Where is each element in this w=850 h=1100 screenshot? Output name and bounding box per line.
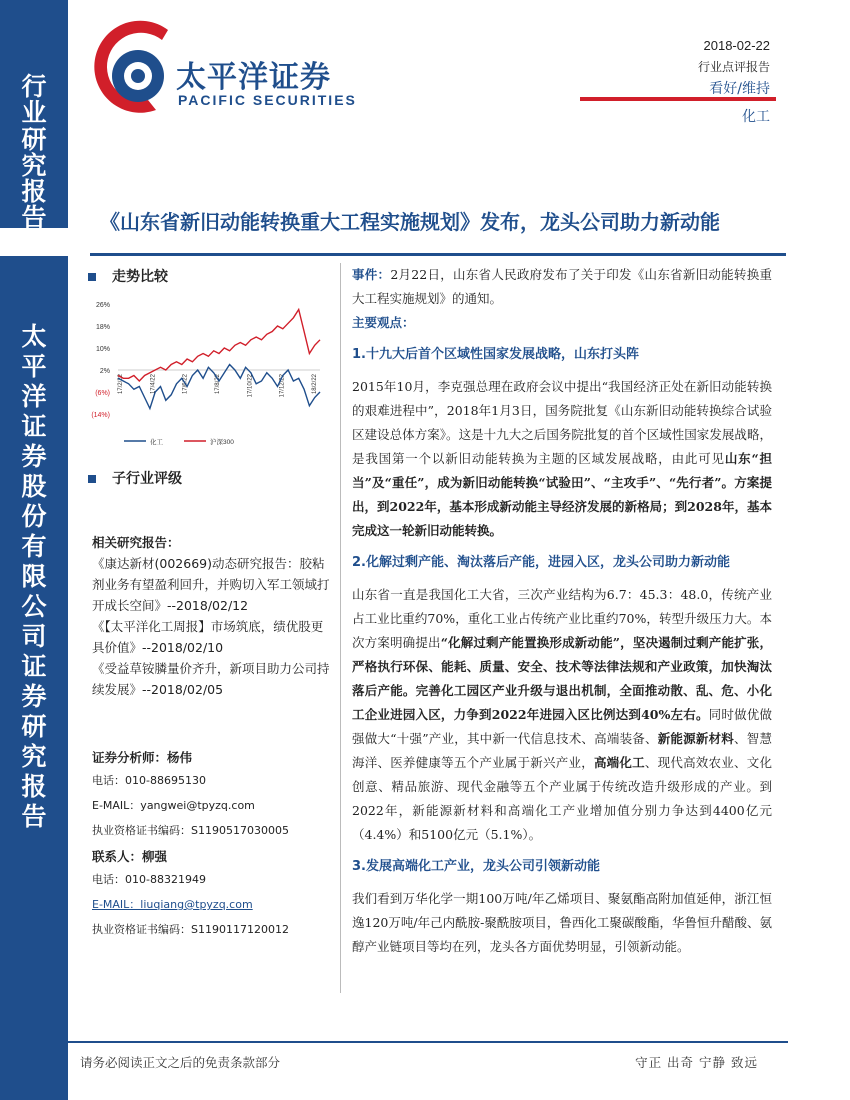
footer-disclaimer: 请务必阅读正文之后的免责条款部分 <box>80 1055 281 1070</box>
x-tick-label: 17/12/22 <box>279 374 286 398</box>
analyst-cert: 执业资格证书编码：S1190517030005 <box>92 824 289 837</box>
trend-chart <box>88 296 328 450</box>
views-label: 主要观点： <box>352 315 415 330</box>
footer-rule <box>68 1041 788 1043</box>
related-report-item: 《康达新材(002669)动态研究报告：胶粘剂业务有望盈利回升，并购切入军工领域打开成长空间》--2018/02/12 <box>92 556 330 613</box>
section-heading-3: 3.发展高端化工产业，龙头公司引领新动能 <box>352 859 600 874</box>
section-1-text: 2015年10月，李克强总理在政府会议中提出“我国经济正处在新旧动能转换的艰难进程中”，2018年1月3日，国务院批复《山东新旧动能转换综合试验区建设总体方案》。这是十九大之后国务院批复的首个区域性国家发展战略，是我国第一个以新旧动能转换为主题的区域发展战略，由此可见 <box>352 379 772 466</box>
contact-phone: 电话：010-88321949 <box>92 873 206 886</box>
sidebar-company-char: 太 <box>21 322 47 351</box>
contact-cert: 执业资格证书编码：S1190117120012 <box>92 923 289 936</box>
related-heading: 相关研究报告： <box>92 535 180 550</box>
sidebar-company-char: 研 <box>21 712 47 741</box>
section-2-text-b: 同时做优做强做大“十强”产业，其中新一代信息技术、高端装备、 <box>352 707 772 746</box>
report-date: 2018-02-22 <box>703 38 770 53</box>
y-tick-label: (14%) <box>91 412 110 419</box>
y-tick-label: 26% <box>95 302 110 309</box>
section-1-paragraph <box>352 375 772 543</box>
sidebar-company-char: 有 <box>21 532 47 561</box>
logo-blue-dot <box>131 69 145 83</box>
sidebar-company-char: 券 <box>21 442 47 471</box>
report-title: 《山东省新旧动能转换重大工程实施规划》发布，龙头公司助力新动能 <box>100 210 720 234</box>
sub-rating-heading-text: 子行业评级 <box>112 471 182 487</box>
header-red-rule <box>580 97 776 101</box>
x-tick-label: 17/4/22 <box>150 374 157 395</box>
section-2-bold-b: 新能源新材料 <box>657 731 735 746</box>
related-reports <box>92 532 330 700</box>
section-heading-1: 1.十九大后首个区域性国家发展战略，山东打头阵 <box>352 347 639 362</box>
column-divider <box>340 263 341 993</box>
sidebar-category-char: 报 <box>21 177 47 206</box>
left-sidebar <box>0 0 68 1100</box>
section-2-bold-c: 高端化工 <box>593 755 645 770</box>
contact-email[interactable]: E-MAIL：liuqiang@tpyzq.com <box>92 898 253 911</box>
y-tick-label: 18% <box>95 324 110 331</box>
bullet-square-icon <box>88 273 96 281</box>
analyst-phone: 电话：010-88695130 <box>92 774 206 787</box>
report-type: 行业点评报告 <box>697 60 770 74</box>
sidebar-company-char: 究 <box>21 742 47 771</box>
legend-label: 化工 <box>150 439 163 446</box>
section-1-bold: 山东“担当”及“重任”，成为新旧动能转换“试验田”、“主攻手”、“先行者”。方案提出，到2022年，基本形成新动能主导经济发展的新格局；到2028年，基本完成这一轮新旧动能转换。 <box>352 451 772 538</box>
sidebar-company-char: 券 <box>21 682 47 711</box>
sidebar-company-char: 司 <box>21 622 47 651</box>
sidebar-category-char: 告 <box>21 203 47 233</box>
sidebar-company-char: 股 <box>21 472 47 501</box>
title-rule <box>90 253 786 256</box>
industry-rating: 看好/维持 <box>709 81 770 97</box>
logo-english-name: PACIFIC SECURITIES <box>178 92 357 108</box>
logo-chinese-name: 太平洋证券 <box>176 60 331 95</box>
sidebar-company-char: 份 <box>21 502 47 531</box>
analyst-email[interactable]: E-MAIL：yangwei@tpyzq.com <box>92 799 255 812</box>
section-heading-2: 2.化解过剩产能、淘汰落后产能，进园入区，龙头公司助力新动能 <box>352 555 730 570</box>
sidebar-category-label <box>0 74 68 232</box>
sidebar-company-label <box>0 322 68 832</box>
sidebar-company-char: 平 <box>21 352 47 381</box>
sidebar-category-char: 业 <box>21 98 47 128</box>
y-tick-label: (6%) <box>95 390 110 397</box>
contact-name: 联系人：柳强 <box>92 849 168 864</box>
y-tick-label: 2% <box>99 368 110 375</box>
sub-rating-section-heading <box>88 468 182 488</box>
main-body <box>352 263 772 959</box>
related-report-item: 《【太平洋化工周报】市场筑底，绩优股更具价值》--2018/02/10 <box>92 619 324 655</box>
x-tick-label: 18/2/22 <box>312 374 318 395</box>
x-tick-label: 17/8/22 <box>215 374 221 395</box>
event-paragraph <box>352 263 772 311</box>
sidebar-company-char: 报 <box>21 772 47 801</box>
section-3-paragraph: 我们看到万华化学一期100万吨/年乙烯项目、聚氨酯高附加值延伸，浙江恒逸120万吨/年己内酰胺-聚酰胺项目，鲁西化工聚碳酸酯，华鲁恒升醋酸、氨醇产业链项目等均在列，龙头各方面优势明显，引领新动能。 <box>352 891 772 954</box>
sidebar-company-char: 证 <box>21 412 47 441</box>
sidebar-company-char: 限 <box>21 562 47 591</box>
x-tick-label: 17/2/22 <box>118 374 124 395</box>
related-report-item: 《受益草铵膦量价齐升，新项目助力公司持续发展》--2018/02/05 <box>92 661 330 697</box>
sidebar-category-char: 研 <box>21 124 47 154</box>
sidebar-company-char: 公 <box>21 592 47 621</box>
trend-section-heading <box>88 266 168 286</box>
sidebar-company-char: 洋 <box>21 382 47 411</box>
section-2-text: 山东省一直是我国化工大省，三次产业结构为6.7：45.3：48.0，传统产业占工业比重约70%，重化工业占传统产业比重约70%，转型升级压力大。本次方案明确提出 <box>352 587 772 650</box>
x-tick-label: 17/10/22 <box>247 374 254 398</box>
sidebar-category-char: 行 <box>21 72 47 101</box>
sidebar-company-char: 告 <box>21 802 47 831</box>
section-2-text-d: 、现代高效农业、文化创意、精品旅游、现代金融等五个产业属于传统改造升级形成的产业。到2022年，新能源新材料和高端化工产业增加值分别力争达到4400亿元（4.4%）和5100亿元（5.1%）。 <box>352 755 772 842</box>
legend-label: 沪深300 <box>210 439 234 446</box>
sidebar-company-char: 证 <box>21 652 47 681</box>
y-tick-label: 10% <box>95 346 110 353</box>
sidebar-category-char: 究 <box>21 150 47 180</box>
sidebar-gap <box>0 228 68 256</box>
x-tick-label: 17/6/22 <box>182 374 189 395</box>
trend-heading-text: 走势比较 <box>112 269 168 285</box>
section-2-paragraph <box>352 583 772 847</box>
section-2-text-c: 、智慧海洋、医养健康等五个产业属于新兴产业， <box>352 731 772 770</box>
contacts-block <box>92 748 330 946</box>
event-text: 2月22日，山东省人民政府发布了关于印发《山东省新旧动能转换重大工程实施规划》的通知。 <box>352 267 772 306</box>
section-2-bold: “化解过剩产能置换形成新动能”，坚决遏制过剩产能扩张，严格执行环保、能耗、质量、安全、技术等法律法规和产业政策，加快淘汰落后产能。完善化工园区产业升级与退出机制，全面推动散、乱、危、小化工企业进园入区，力争到2022年进园入区比例达到40%左右。 <box>352 635 772 722</box>
analyst-name: 证券分析师：杨伟 <box>92 750 193 765</box>
industry-name: 化工 <box>742 109 770 125</box>
event-label: 事件： <box>352 267 391 282</box>
bullet-square-icon <box>88 475 96 483</box>
footer-motto: 守正 出奇 宁静 致远 <box>635 1055 758 1070</box>
